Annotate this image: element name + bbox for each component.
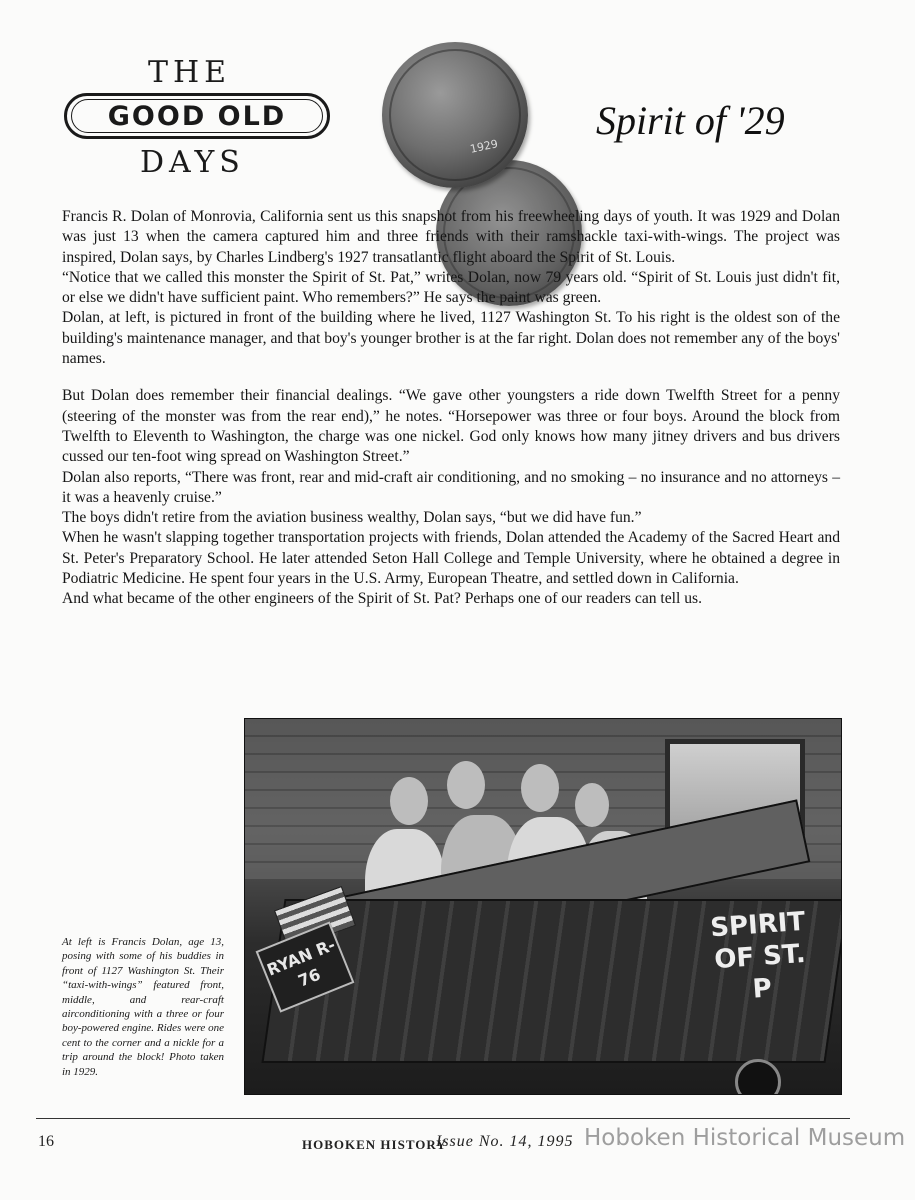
plane-lettering: SPIRIT OF ST. P: [709, 906, 807, 1005]
penny-coin-front: [382, 42, 528, 188]
boy-head: [521, 764, 559, 812]
plane-tag: RYAN R-76: [256, 921, 355, 1012]
photo-caption: At left is Francis Dolan, age 13, posing with some of his buddies in front of 1127 Washington St. Their “taxi-with-wings” featured front, middle, and rear-craft airconditioning with a three or four boy-powered engine. Rides were one cent to the corner and a nickle for a trip around the block! Photo taken in 1929.: [62, 936, 224, 1078]
column-masthead: [58, 55, 338, 195]
wheel-icon: [735, 1059, 781, 1095]
footer-rule: [36, 1118, 850, 1119]
article-body: [62, 207, 840, 610]
masthead-frame: [64, 93, 330, 139]
masthead-good-old: GOOD OLD: [71, 99, 323, 133]
museum-watermark: Hoboken Historical Museum: [584, 1125, 906, 1151]
article-paragraph: But Dolan does remember their financial dealings. “We gave other youngsters a ride down Twelfth Street for a penny (steering of the monster was from the rear end),” he notes. “Horsepower was three or four boys. Around the block from Twelfth to Eleventh to Washington, the charge was one nickel. God only knows how many jitney drivers and bus drivers cussed our ten-foot wing spread on Washington Street.”: [62, 387, 840, 466]
boy-head: [390, 777, 428, 825]
issue-number: Issue No. 14, 1995: [436, 1133, 574, 1150]
masthead-days: DAYS: [140, 145, 245, 180]
article-paragraph: Dolan, at left, is pictured in front of the building where he lived, 1127 Washington St. To his right is the oldest son of the building's maintenance manager, and that boy's younger brother is at the far right. Dolan does not remember any of the boys' names.: [62, 309, 840, 368]
article-paragraph: The boys didn't retire from the aviation business wealthy, Dolan says, “but we did have fun.”: [62, 509, 642, 527]
article-paragraph: And what became of the other engineers of the Spirit of St. Pat? Perhaps one of our readers can tell us.: [62, 590, 703, 608]
masthead-the: THE: [148, 55, 232, 90]
article-paragraph: When he wasn't slapping together transportation projects with friends, Dolan attended the Academy of the Sacred Heart and St. Peter's Preparatory School. He later attended Seton Hall College and Temple University, where he obtained a degree in Podiatric Medicine. He spent four years in the U.S. Army, European Theatre, and settled down in California.: [62, 529, 840, 588]
boy-head: [575, 783, 609, 827]
page-number: 16: [38, 1133, 54, 1150]
article-paragraph: Dolan also reports, “There was front, rear and mid-craft air conditioning, and no smoking – no insurance and no attorneys – it was a heavenly cruise.”: [62, 468, 840, 506]
boy-head: [447, 761, 485, 809]
article-paragraph: “Notice that we called this monster the Spirit of St. Pat,” writes Dolan, now 79 years old. “Spirit of St. Louis just didn't fit, or else we didn't have sufficient paint. Who remembers?” He says the paint was green.: [62, 268, 840, 307]
historical-photo: [244, 718, 842, 1095]
coin-year: 1929: [468, 137, 500, 156]
article-title: Spirit of '29: [596, 98, 785, 143]
publication-name: HOBOKEN HISTORY: [302, 1137, 447, 1152]
article-paragraph: Francis R. Dolan of Monrovia, California sent us this snapshot from his freewheeling days of youth. It was 1929 and Dolan was just 13 when the camera captured him and three friends with their ramshackle taxi-with-wings. The project was inspired, Dolan says, by Charles Lindberg's 1927 transatlantic flight aboard the Spirit of St. Louis.: [62, 208, 840, 266]
